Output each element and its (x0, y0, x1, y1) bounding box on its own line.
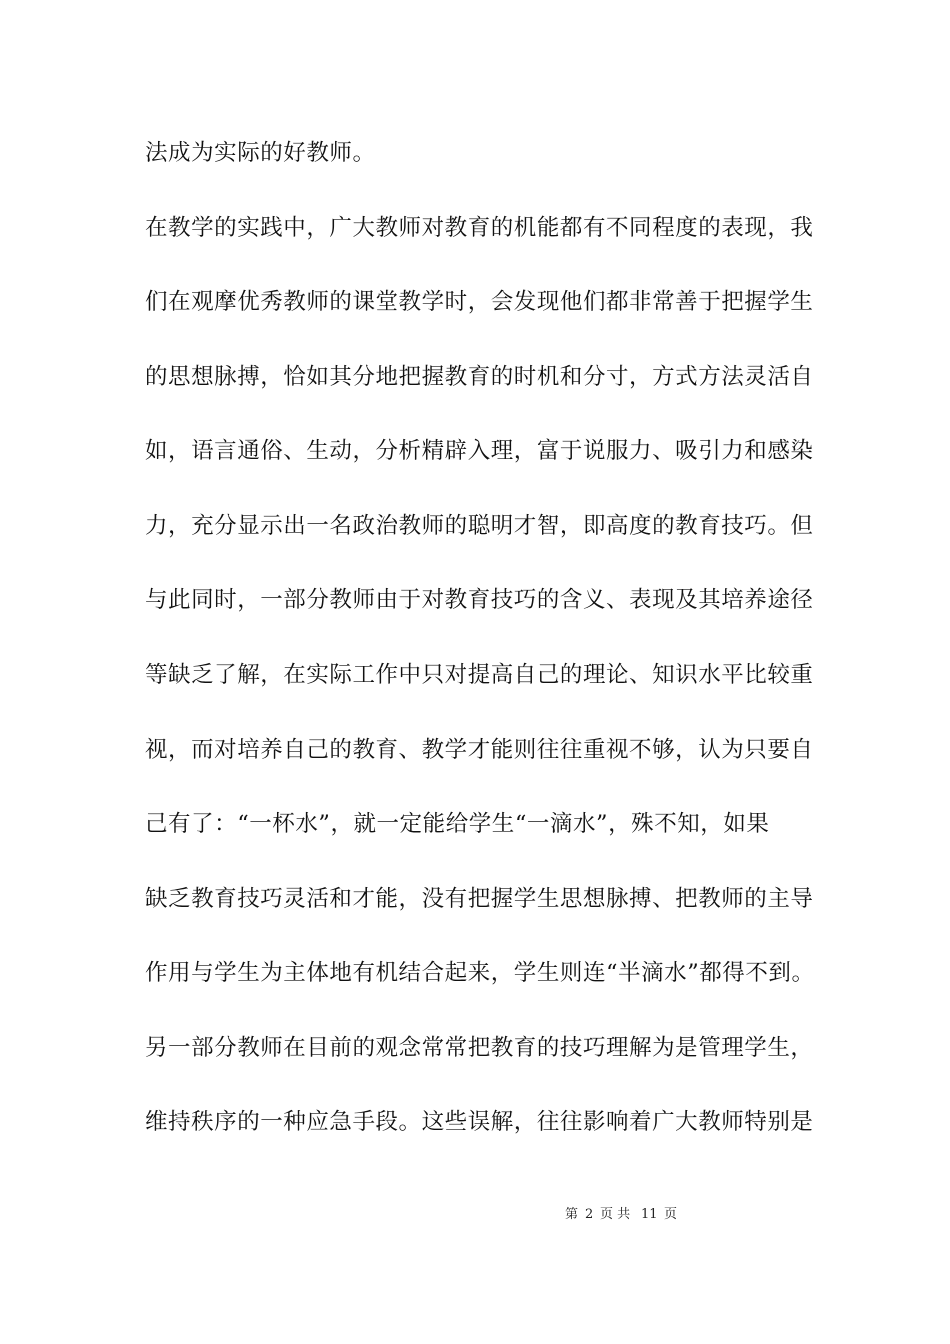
text-line: 与此同时，一部分教师由于对教育技巧的含义、表现及其培养途径 (145, 587, 814, 613)
text-line: 另一部分教师在目前的观念常常把教育的技巧理解为是管理学生， (145, 1035, 814, 1061)
text-line: 如，语言通俗、生动，分析精辟入理，富于说服力、吸引力和感染 (145, 438, 814, 464)
text-line: 维持秩序的一种应急手段。这些误解，往往影响着广大教师特别是 (145, 1109, 814, 1135)
text-line: 在教学的实践中，广大教师对教育的机能都有不同程度的表现，我 (145, 215, 814, 241)
footer-suffix: 页 (664, 1207, 678, 1222)
text-line: 们在观摩优秀教师的课堂教学时，会发现他们都非常善于把握学生 (145, 289, 814, 315)
footer-page-number: 2 (585, 1207, 594, 1222)
text-line: 缺乏教育技巧灵活和才能，没有把握学生思想脉搏、把教师的主导 (145, 886, 814, 912)
text-line: 等缺乏了解，在实际工作中只对提高自己的理论、知识水平比较重 (145, 662, 814, 688)
footer-total-pages: 11 (641, 1207, 658, 1222)
text-line: 视，而对培养自己的教育、教学才能则往往重视不够，认为只要自 (145, 737, 814, 763)
text-line: 力，充分显示出一名政治教师的聪明才智，即高度的教育技巧。但 (145, 513, 814, 539)
text-line: 法成为实际的好教师。 (145, 140, 376, 166)
footer-middle: 页 共 (600, 1207, 631, 1222)
text-line: 的思想脉搏，恰如其分地把握教育的时机和分寸，方式方法灵活自 (145, 364, 814, 390)
text-line: 己有了：“一杯水”，就一定能给学生“一滴水”，殊不知，如果 (145, 811, 770, 837)
text-line: 作用与学生为主体地有机结合起来，学生则连“半滴水”都得不到。 (145, 960, 815, 986)
footer-prefix: 第 (565, 1207, 579, 1222)
